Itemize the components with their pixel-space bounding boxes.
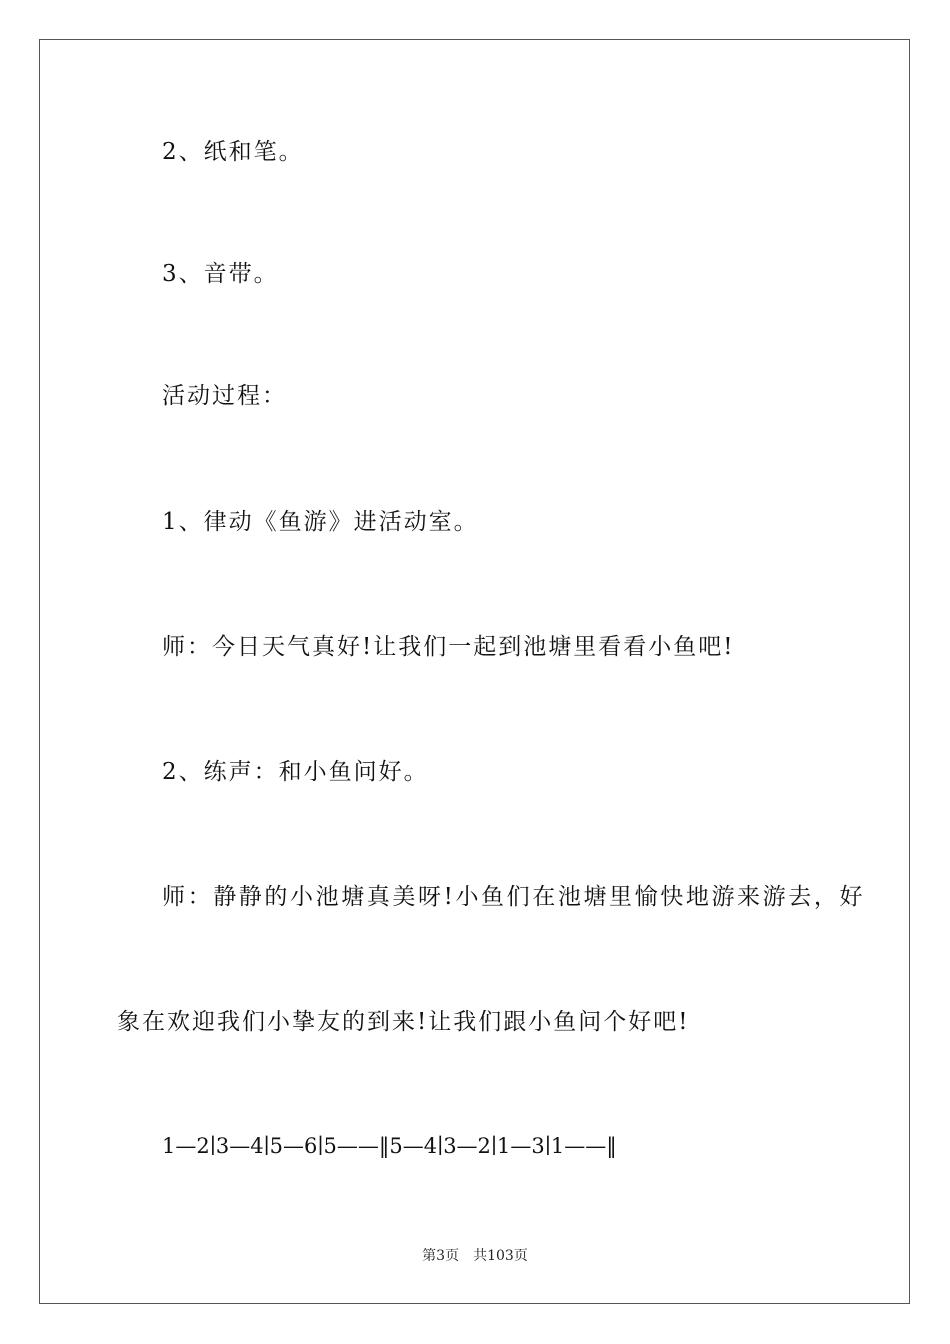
paragraph-materials-tape: 3、音带。 xyxy=(162,261,279,287)
page-number: 第3页 xyxy=(422,1248,460,1264)
paragraph-teacher-line-2-continued: 象在欢迎我们小挚友的到来!让我们跟小鱼问个好吧! xyxy=(117,1009,690,1035)
paragraph-step-2: 2、练声：和小鱼问好。 xyxy=(162,759,429,785)
page-frame xyxy=(39,39,910,1304)
music-notation: 1—2∣3—4∣5—6∣5——‖5—4∣3—2∣1—3∣1——‖ xyxy=(162,1134,617,1158)
paragraph-teacher-line-1: 师：今日天气真好!让我们一起到池塘里看看小鱼吧! xyxy=(162,634,735,660)
paragraph-materials-paper-pen: 2、纸和笔。 xyxy=(162,139,304,165)
page-footer xyxy=(0,1247,950,1265)
paragraph-teacher-line-2: 师：静静的小池塘真美呀!小鱼们在池塘里愉快地游来游去，好 xyxy=(162,884,866,910)
paragraph-step-1: 1、律动《鱼游》进活动室。 xyxy=(162,509,479,535)
page-total: 共103页 xyxy=(473,1248,528,1264)
section-heading-activity-process: 活动过程： xyxy=(162,383,287,409)
